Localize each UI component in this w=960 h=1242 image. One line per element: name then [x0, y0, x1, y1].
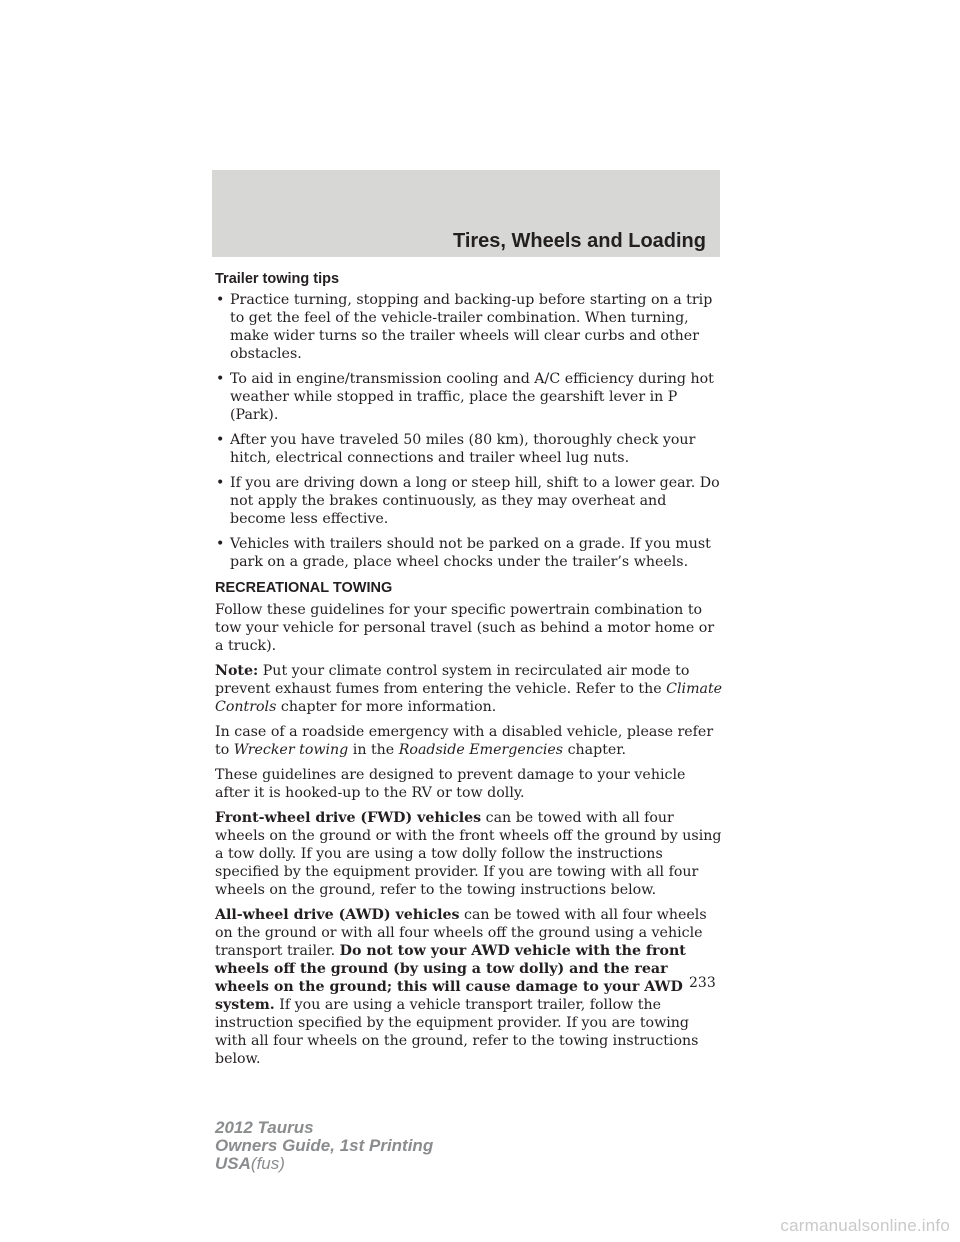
- awd-warning: Do not tow your AWD vehicle with the front wheels off the ground (by using a tow dolly) and the rear wheels on the ground; this will cause damage to your AWD system.: [215, 943, 686, 1013]
- roadside-emergencies-reference: Roadside Emergencies: [398, 742, 564, 758]
- awd-label: All-wheel drive (AWD) vehicles: [215, 907, 460, 923]
- page-content: [215, 270, 723, 1075]
- list-item: • To aid in engine/transmission cooling and A/C efficiency during hot weather while stopped in traffic, place the gearshift lever in P (Park).: [216, 371, 714, 423]
- bullet-icon: •: [216, 536, 225, 552]
- awd-paragraph: All-wheel drive (AWD) vehicles can be towed with all four wheels on the ground or with all four wheels off the ground using a vehicle transport trailer. Do not tow your AWD vehicle with the front wheels off the ground (by using a tow dolly) and the rear wheels on the ground; this will cause damage to your AWD system. If you are using a vehicle transport trailer, follow the instruction specified by the equipment provider. If you are towing with all four wheels on the ground, refer to the towing instructions below.: [215, 907, 707, 1067]
- recreational-towing-heading: RECREATIONAL TOWING: [215, 580, 393, 596]
- watermark: carmanualsonline.info: [780, 1216, 950, 1235]
- guidelines-paragraph: These guidelines are designed to prevent damage to your vehicle after it is hooked-up to the RV or tow dolly.: [215, 767, 686, 801]
- climate-controls-reference: Climate Controls: [215, 681, 723, 715]
- fwd-label: Front-wheel drive (FWD) vehicles: [215, 810, 482, 826]
- chapter-header-band: [212, 170, 720, 257]
- trailer-tips-heading: Trailer towing tips: [215, 271, 340, 287]
- list-item: • If you are driving down a long or steep hill, shift to a lower gear. Do not apply the brakes continuously, as they may overheat and become less effective.: [216, 475, 720, 527]
- bullet-icon: •: [216, 475, 225, 491]
- footer-edition: Owners Guide, 1st Printing: [215, 1136, 434, 1155]
- list-item: • After you have traveled 50 miles (80 km), thoroughly check your hitch, electrical connections and trailer wheel lug nuts.: [216, 432, 696, 466]
- list-item: • Practice turning, stopping and backing-up before starting on a trip to get the feel of the vehicle-trailer combination. When turning, make wider turns so the trailer wheels will clear curbs and other obstacles.: [216, 292, 713, 362]
- emergency-paragraph: In case of a roadside emergency with a disabled vehicle, please refer to Wrecker towing in the Roadside Emergencies chapter.: [215, 724, 714, 758]
- bullet-icon: •: [216, 292, 225, 308]
- wrecker-towing-reference: Wrecker towing: [233, 742, 349, 758]
- fwd-paragraph: Front-wheel drive (FWD) vehicles can be towed with all four wheels on the ground or with the front wheels off the ground by using a tow dolly. If you are using a tow dolly follow the instructions specified by the equipment provider. If you are towing with all four wheels on the ground, refer to the towing instructions below.: [215, 810, 722, 898]
- bullet-icon: •: [216, 432, 225, 448]
- bullet-icon: •: [216, 371, 225, 387]
- footer-market: USA(fus): [215, 1154, 285, 1173]
- chapter-title: Tires, Wheels and Loading: [452, 230, 706, 252]
- note-paragraph: Note: Put your climate control system in recirculated air mode to prevent exhaust fumes from entering the vehicle. Refer to the Climate Controls chapter for more information.: [215, 663, 723, 715]
- intro-paragraph: Follow these guidelines for your specific powertrain combination to tow your vehicle for personal travel (such as behind a motor home or a truck).: [215, 602, 715, 654]
- trailer-tips-list: [215, 291, 723, 571]
- list-item: • Vehicles with trailers should not be parked on a grade. If you must park on a grade, place wheel chocks under the trailer’s wheels.: [216, 536, 711, 570]
- document-footer: [215, 1119, 433, 1173]
- footer-model: 2012 Taurus: [215, 1118, 314, 1137]
- note-label: Note:: [215, 663, 259, 679]
- page-number: 233: [689, 975, 716, 991]
